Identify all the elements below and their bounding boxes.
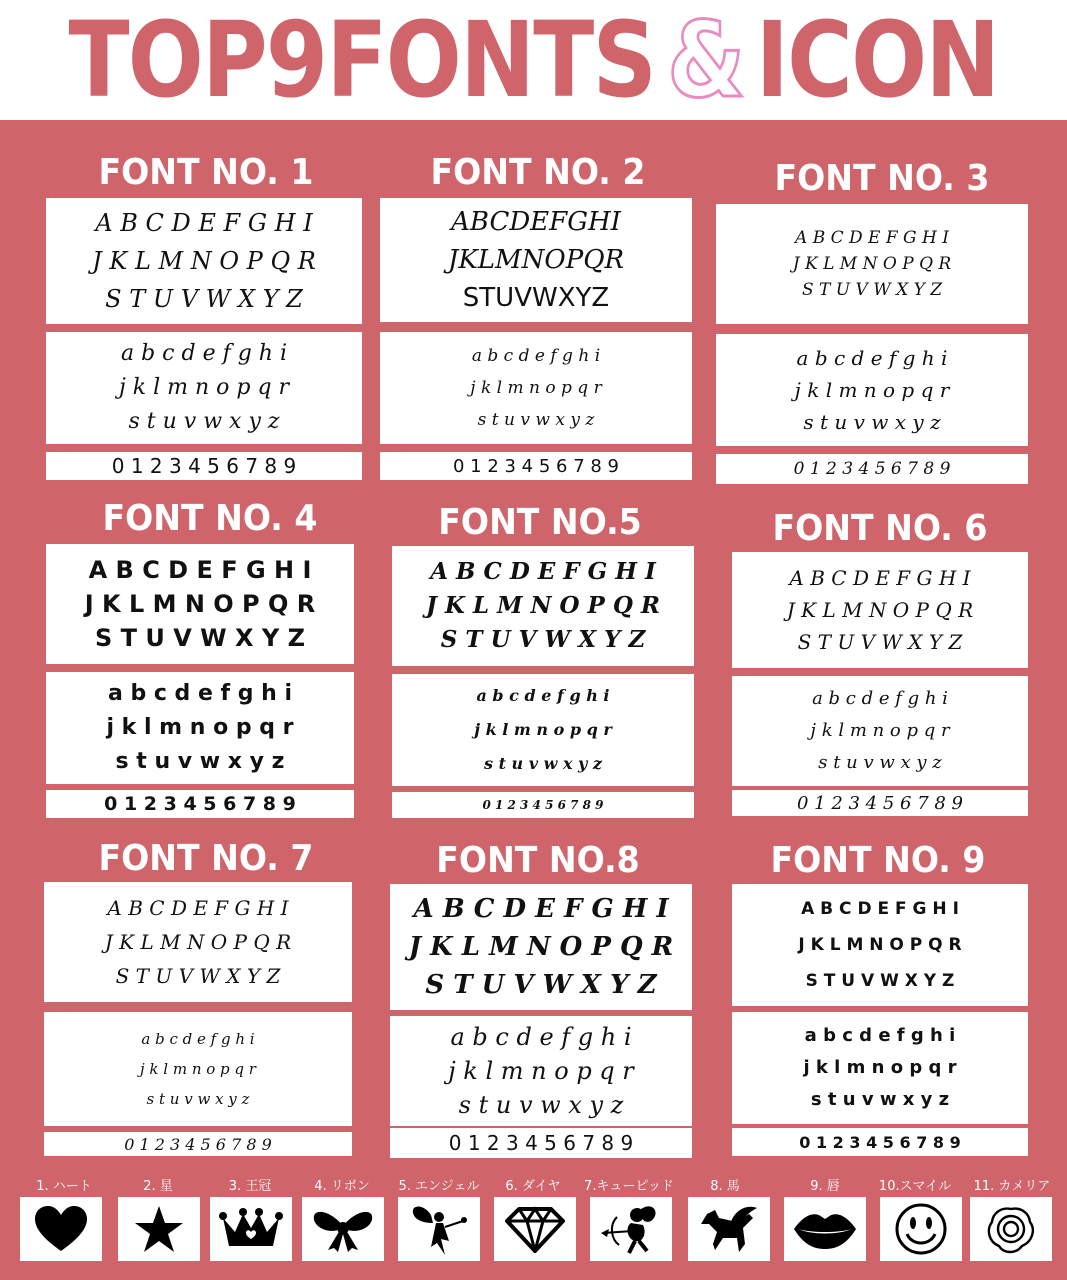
cupid-icon-option[interactable] [590,1197,672,1261]
font-3-lowercase[interactable]: a b c d e f g h i j k l m n o p q r s t u v w x y z [716,334,1028,446]
title-icon: ICON [755,0,999,121]
heart-icon-option[interactable] [20,1197,102,1261]
font-3-uppercase[interactable]: A B C D E F G H I J K L M N O P Q R S T U V W X Y Z [716,204,1028,324]
diamond-icon [505,1205,565,1253]
icon-label-crown: 3. 王冠 [228,1179,272,1194]
smile-icon-option[interactable] [880,1197,962,1261]
font-5-uppercase[interactable]: A B C D E F G H I J K L M N O P Q R S T U V W X Y Z [392,546,694,666]
font-8-digits[interactable]: 0 1 2 3 4 5 6 7 8 9 [390,1128,692,1158]
cupid-icon [599,1203,663,1255]
horse-icon-option[interactable] [688,1197,770,1261]
title-top: TOP [68,0,266,121]
font-7-digits[interactable]: 0 1 2 3 4 5 6 7 8 9 [44,1132,352,1156]
icon-label-star: 2. 星 [143,1179,173,1194]
lips-icon-option[interactable] [784,1197,866,1261]
ribbon-icon [310,1206,376,1252]
font-9-uppercase[interactable]: A B C D E F G H I J K L M N O P Q R S T U V W X Y Z [732,884,1028,1006]
font-7-lowercase[interactable]: a b c d e f g h i j k l m n o p q r s t u v w x y z [44,1012,352,1126]
font-2-uppercase[interactable]: ABCDEFGHI JKLMNOPQR STUVWXYZ [380,198,692,322]
title-nine: 9 [265,0,327,121]
font-1-digits[interactable]: 0 1 2 3 4 5 6 7 8 9 [46,452,362,480]
angel-icon-option[interactable] [398,1197,480,1261]
font-5-lowercase[interactable]: a b c d e f g h i j k l m n o p q r s t u v w x y z [392,674,694,786]
lips-icon [792,1209,858,1249]
icon-label-camellia: 11. カメリア [973,1179,1051,1194]
font-4-lowercase[interactable]: a b c d e f g h i j k l m n o p q r s t u v w x y z [46,672,354,784]
star-icon [134,1204,184,1254]
camellia-icon [984,1202,1038,1256]
font-7-uppercase[interactable]: A B C D E F G H I J K L M N O P Q R S T U V W X Y Z [44,882,352,1002]
star-icon-option[interactable] [118,1197,200,1261]
camellia-icon-option[interactable] [970,1197,1052,1261]
font-6-uppercase[interactable]: A B C D E F G H I J K L M N O P Q R S T U V W X Y Z [732,552,1028,668]
icon-label-horse: 8. 馬 [710,1179,740,1194]
icon-label-ribbon: 4. リボン [314,1179,370,1194]
font-6-digits[interactable]: 0 1 2 3 4 5 6 7 8 9 [732,790,1028,816]
font-1-lowercase[interactable]: a b c d e f g h i j k l m n o p q r s t u v w x y z [46,332,362,444]
crown-icon-option[interactable] [210,1197,292,1261]
font-5-heading: FONT NO.5 [438,502,642,543]
horse-icon [697,1204,761,1254]
icon-label-diamond: 6. ダイヤ [505,1179,561,1194]
ribbon-icon-option[interactable] [302,1197,384,1261]
font-2-digits[interactable]: 0 1 2 3 4 5 6 7 8 9 [380,452,692,480]
font-6-lowercase[interactable]: a b c d e f g h i j k l m n o p q r s t u v w x y z [732,676,1028,786]
font-4-heading: FONT NO. 4 [102,498,318,539]
font-9-lowercase[interactable]: a b c d e f g h i j k l m n o p q r s t u v w x y z [732,1012,1028,1124]
font-8-heading: FONT NO.8 [436,840,640,881]
font-4-digits[interactable]: 0 1 2 3 4 5 6 7 8 9 [46,790,354,818]
font-8-uppercase[interactable]: A B C D E F G H I J K L M N O P Q R S T U V W X Y Z [390,884,692,1010]
heart-icon [33,1205,89,1253]
icon-label-cupid: 7.キューピッド [584,1179,674,1194]
diamond-icon-option[interactable] [494,1197,576,1261]
icon-label-smile: 10.スマイル [878,1179,952,1194]
font-1-uppercase[interactable]: A B C D E F G H I J K L M N O P Q R S T U V W X Y Z [46,198,362,324]
smile-icon [894,1202,948,1256]
font-4-uppercase[interactable]: A B C D E F G H I J K L M N O P Q R S T U V W X Y Z [46,544,354,664]
icon-label-angel: 5. エンジェル [398,1179,480,1194]
icon-label-lips: 9. 唇 [810,1179,840,1194]
font-6-heading: FONT NO. 6 [772,508,988,549]
title-fonts: FONTS [326,0,656,121]
font-1-heading: FONT NO. 1 [98,152,314,193]
font-7-heading: FONT NO. 7 [98,838,314,879]
icon-label-heart: 1. ハート [36,1179,92,1194]
font-2-heading: FONT NO. 2 [430,152,646,193]
font-8-lowercase[interactable]: a b c d e f g h i j k l m n o p q r s t u v w x y z [390,1016,692,1126]
crown-icon [219,1208,283,1250]
title-ampersand: & [667,0,744,121]
page-title [68,0,999,121]
font-3-heading: FONT NO. 3 [774,158,990,199]
font-5-digits[interactable]: 0 1 2 3 4 5 6 7 8 9 [392,792,694,818]
font-2-lowercase[interactable]: a b c d e f g h i j k l m n o p q r s t u v w x y z [380,332,692,444]
font-9-digits[interactable]: 0 1 2 3 4 5 6 7 8 9 [732,1128,1028,1156]
font-9-heading: FONT NO. 9 [770,840,986,881]
font-3-digits[interactable]: 0 1 2 3 4 5 6 7 8 9 [716,454,1028,484]
angel-icon [409,1201,469,1257]
